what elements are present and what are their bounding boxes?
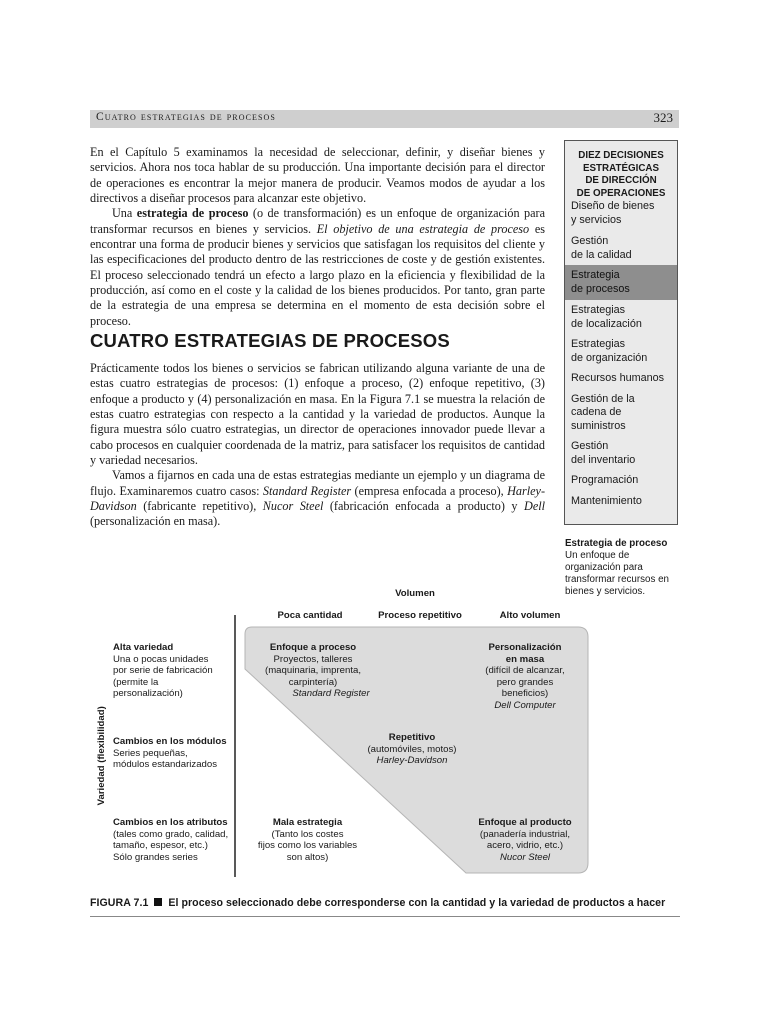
cell-desc-line: pero grandes <box>496 676 554 688</box>
row-desc-line: por serie de fabricación <box>113 665 213 677</box>
figure-caption-number: FIGURA 7.1 <box>90 897 149 909</box>
intro-p2-rest: es encontrar una forma de producir bienes y servicios que satisfagan los requisitos del cliente y las especificaciones del producto dentro de las restricciones de coste y de gestión existentes. El proceso seleccionado tendrá un efecto a largo plazo en la eficiencia y flexibilidad de la producción, así como en el coste y la calidad de los bienes producidos. Por tanto, gran parte de la estrategia de una empresa se determina en el momento de esta decisión sobre el proceso. <box>90 221 546 328</box>
sp2-t4: (fabricación enfocada a producto) y <box>323 499 525 514</box>
row-desc-line: (tales como grado, calidad, <box>113 828 229 840</box>
row-label-module-changes <box>113 736 238 771</box>
figure-caption-text: El proceso seleccionado debe corresponderse con la cantidad y la variedad de productos a hacer <box>168 897 666 909</box>
row-desc-line: tamaño, espesor, etc.) <box>113 840 208 852</box>
cell-mass-customization <box>465 642 585 712</box>
key-term-process-strategy: estrategia de proceso <box>136 206 249 221</box>
intro-p2-lead: Una <box>112 206 137 221</box>
row-desc-line: Una o pocas unidades <box>113 653 209 665</box>
case-standard-register: Standard Register <box>262 483 352 498</box>
decisions-sidebar <box>564 140 678 525</box>
row-label-high-variety <box>113 642 238 700</box>
cell-desc-line: (maquinaria, imprenta, <box>265 665 361 677</box>
cell-title: Personalización <box>488 642 562 653</box>
column-header-low: Poca cantidad <box>277 610 343 621</box>
sidebar-list <box>565 197 677 511</box>
cell-example: Standard Register <box>292 688 370 700</box>
sp2-t1: Vamos a fijarnos en cada una de estas estrategias mediante un ejemplo y un diagrama de flujo. Examinaremos cuatro casos: <box>90 468 545 498</box>
cell-process-focus <box>248 642 378 700</box>
row-desc-line: Series pequeñas, <box>113 747 188 759</box>
row-desc-line: personalización) <box>113 688 183 700</box>
cell-title: Enfoque a proceso <box>269 642 357 653</box>
intro-paragraph-1: En el Capítulo 5 examinamos la necesidad de seleccionar, definir, y diseñar bienes y servicios. Ahora nos toca hablar de su producción. Una importante decisión para el director de operaciones es encontrar la mejor manera de producir. Veamos modos de ayudar a los directivos a diseñar procesos para alcanzar este objetivo. <box>90 145 545 206</box>
sidebar-heading: DIEZ DECISIONES ESTRATÉGICAS DE DIRECCIÓN DE OPERACIONES <box>576 150 666 199</box>
column-header-high: Alto volumen <box>499 610 561 621</box>
sp2-t3: (fabricante repetitivo), <box>136 499 263 514</box>
cell-desc-line: fijos como los variables <box>257 840 358 852</box>
sidebar-item: Recursos humanos <box>571 372 665 384</box>
row-title-module-changes: Cambios en los módulos <box>113 736 227 747</box>
cell-title: Enfoque al producto <box>478 817 572 828</box>
glossary-term: Estrategia de proceso <box>565 538 668 549</box>
cell-example: Nucor Steel <box>499 851 551 863</box>
sp2-t5: (personalización en masa). <box>90 514 221 529</box>
section-body <box>90 361 545 530</box>
variety-axis-label <box>96 706 108 806</box>
case-dell: Dell <box>524 499 545 514</box>
intro-p2-middle: (o de transformación) es un enfoque de organización para transformar recursos en bienes y servicios. <box>90 206 545 236</box>
cell-desc-line: (panadería industrial, <box>479 828 571 840</box>
cell-example: Harley-Davidson <box>376 755 448 767</box>
square-bullet-icon <box>154 898 162 906</box>
cell-desc-line: (Tanto los costes <box>271 828 344 840</box>
row-desc-line: módulos estandarizados <box>113 759 217 771</box>
figure-7-1 <box>90 585 680 885</box>
section-paragraph-1: Prácticamente todos los bienes o servicios se fabrican utilizando alguna variante de una de estas cuatro estrategias de procesos: (1) enfoque a proceso, (2) enfoque repetitivo, (3) enfoque a producto y (4) personalización en masa. En la Figura 7.1 se muestra la relación de estas cuatro estrategias con respecto a la cantidad y la variedad de productos. Aunque la figura muestra sólo cuatro estrategias, un director de operaciones innovador puede llevar a cabo procesos en cualquier coordenada de la matriz, para satisfacer los requisitos de cantidad y variedad necesarios. <box>90 361 545 468</box>
column-header-repetitive: Proceso repetitivo <box>378 610 462 621</box>
row-label-attribute-changes <box>113 817 241 863</box>
glossary-definition: Un enfoque de organización para transformar recursos en bienes y servicios. <box>565 550 669 597</box>
case-harley-davidson: Harley-Davidson <box>90 483 546 514</box>
cell-desc-line: Proyectos, talleres <box>273 653 353 665</box>
sidebar-item: Gestión de la cadena de suministros <box>571 392 635 432</box>
row-desc-line: Sólo grandes series <box>113 851 198 863</box>
intro-p2-italic: El objetivo de una estrategia de proceso <box>316 221 530 236</box>
sidebar-item: Diseño de bienes y servicios <box>571 200 655 226</box>
cell-product-focus <box>465 817 585 863</box>
intro-paragraph-2 <box>90 206 545 329</box>
sidebar-item: Mantenimiento <box>571 494 642 507</box>
cell-repetitive <box>352 732 472 767</box>
cell-desc-line: acero, vidrio, etc.) <box>486 840 564 852</box>
cell-title: Repetitivo <box>388 732 436 743</box>
cell-title: Mala estrategia <box>272 817 343 828</box>
case-nucor-steel: Nucor Steel <box>262 499 324 514</box>
sidebar-item: Estrategias de organización <box>571 338 648 364</box>
figure-caption <box>90 897 665 909</box>
running-header-title: Cuatro estrategias de procesos <box>96 111 276 123</box>
cell-example: Dell Computer <box>494 699 556 711</box>
sidebar-item: Estrategias de localización <box>571 304 642 330</box>
volume-label: Volumen <box>395 588 435 599</box>
sidebar-item: Programación <box>571 474 639 486</box>
section-paragraph-2 <box>90 468 545 529</box>
section-heading: CUATRO ESTRATEGIAS DE PROCESOS <box>90 330 450 351</box>
sidebar-item: Gestión del inventario <box>571 440 636 466</box>
cell-desc-line: (automóviles, motos) <box>367 743 457 755</box>
row-title-high-variety: Alta variedad <box>113 642 174 653</box>
cell-poor-strategy <box>245 817 370 863</box>
row-desc-line: (permite la <box>113 676 159 688</box>
page-number: 323 <box>653 110 673 125</box>
cell-title: en masa <box>505 653 545 665</box>
cell-desc-line: carpintería) <box>288 676 338 688</box>
variety-axis-text: Variedad (flexibilidad) <box>96 706 108 806</box>
cell-desc-line: (difícil de alcanzar, <box>485 665 565 677</box>
caption-rule <box>90 916 680 917</box>
sidebar-item: Estrategia de procesos <box>565 265 677 300</box>
cell-desc-line: beneficios) <box>501 688 549 700</box>
intro-text <box>90 145 545 329</box>
running-header <box>90 110 679 128</box>
sp2-t2: (empresa enfocada a proceso), <box>351 483 508 498</box>
sidebar-item: Gestión de la calidad <box>571 235 632 261</box>
cell-desc-line: son altos) <box>286 851 329 863</box>
row-title-attribute-changes: Cambios en los atributos <box>113 817 228 828</box>
